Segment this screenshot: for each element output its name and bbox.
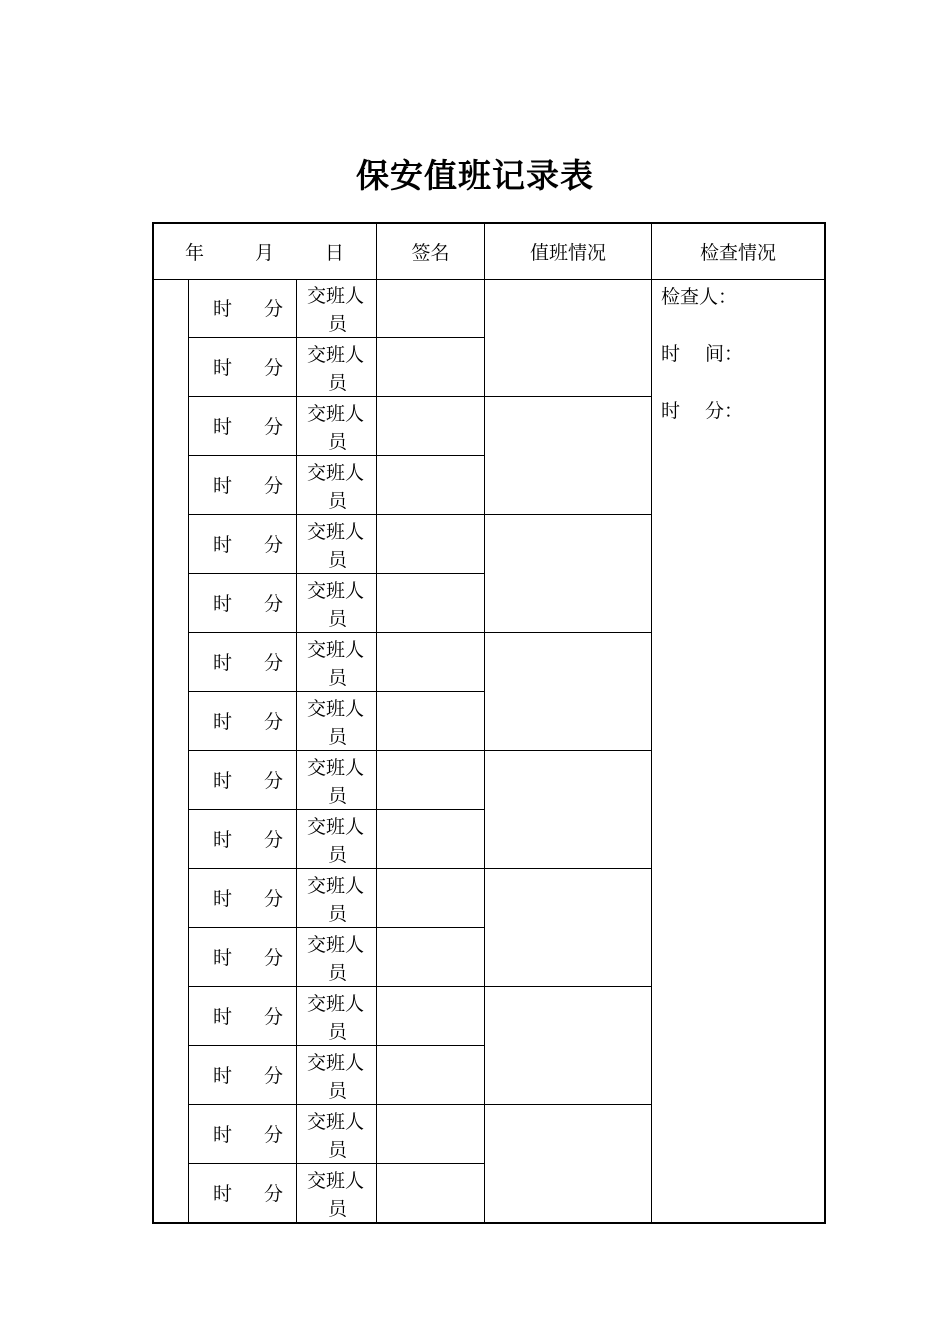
hour-label: 时	[213, 711, 233, 733]
duty-status-cell[interactable]	[485, 869, 651, 986]
minute-label: 分	[264, 475, 284, 497]
hour-label: 时	[213, 357, 233, 379]
signature-cell[interactable]	[377, 692, 484, 750]
hour-label: 时	[213, 652, 233, 674]
handover-label-line1: 交班人	[307, 934, 365, 956]
signature-cell[interactable]	[377, 810, 484, 868]
hour-label: 时	[213, 1065, 233, 1087]
duty-status-cell[interactable]	[485, 515, 651, 632]
signature-cell[interactable]	[377, 574, 484, 632]
handover-label-line1: 交班人	[307, 285, 365, 307]
signature-cell[interactable]	[377, 397, 484, 455]
page-title: 保安值班记录表	[356, 156, 594, 195]
duty-status-cell[interactable]	[485, 987, 651, 1104]
minute-label: 分	[264, 652, 284, 674]
signature-cell[interactable]	[377, 338, 484, 396]
minute-label: 分	[264, 1065, 284, 1087]
header-signature: 签名	[411, 242, 450, 264]
handover-label-line2: 员	[328, 726, 348, 748]
handover-label-line1: 交班人	[307, 462, 365, 484]
signature-cell[interactable]	[377, 1046, 484, 1104]
handover-label-line2: 员	[328, 1198, 348, 1220]
signature-cell[interactable]	[377, 1164, 484, 1222]
hour-label: 时	[213, 1183, 233, 1205]
minute-label: 分	[264, 770, 284, 792]
minute-label: 分	[264, 947, 284, 969]
signature-cell[interactable]	[377, 633, 484, 691]
handover-label-line2: 员	[328, 844, 348, 866]
signature-cell[interactable]	[377, 456, 484, 514]
handover-label-line2: 员	[328, 785, 348, 807]
hour-label: 时	[213, 770, 233, 792]
hour-label: 时	[213, 298, 233, 320]
handover-label-line1: 交班人	[307, 580, 365, 602]
signature-cell[interactable]	[377, 751, 484, 809]
duty-status-cell[interactable]	[485, 279, 651, 396]
minute-label: 分	[264, 357, 284, 379]
header-day: 日	[325, 242, 345, 264]
handover-label-line2: 员	[328, 431, 348, 453]
handover-label-line1: 交班人	[307, 521, 365, 543]
minute-label: 分	[264, 416, 284, 438]
minute-label: 分	[264, 1124, 284, 1146]
header-duty-status: 值班情况	[529, 242, 606, 264]
handover-label-line2: 员	[328, 667, 348, 689]
hour-label: 时	[213, 593, 233, 615]
signature-cell[interactable]	[377, 279, 484, 337]
duty-status-cell[interactable]	[485, 397, 651, 514]
inspection-hm-label: 时 分：	[661, 400, 744, 422]
handover-label-line2: 员	[328, 549, 348, 571]
header-month: 月	[255, 242, 275, 264]
table-right-border	[824, 222, 826, 1224]
duty-status-cell[interactable]	[485, 633, 651, 750]
col-divider-date	[188, 279, 189, 1224]
handover-label-line1: 交班人	[307, 757, 365, 779]
minute-label: 分	[264, 711, 284, 733]
table-top-border	[152, 222, 826, 224]
minute-label: 分	[264, 1006, 284, 1028]
handover-label-line2: 员	[328, 962, 348, 984]
handover-label-line2: 员	[328, 1021, 348, 1043]
handover-label-line1: 交班人	[307, 344, 365, 366]
minute-label: 分	[264, 593, 284, 615]
handover-label-line1: 交班人	[307, 875, 365, 897]
handover-label-line1: 交班人	[307, 698, 365, 720]
handover-label-line2: 员	[328, 313, 348, 335]
handover-label-line1: 交班人	[307, 1170, 365, 1192]
header-inspection-status: 检查情况	[699, 242, 776, 264]
handover-label-line1: 交班人	[307, 639, 365, 661]
handover-label-line2: 员	[328, 372, 348, 394]
hour-label: 时	[213, 1124, 233, 1146]
signature-cell[interactable]	[377, 1105, 484, 1163]
handover-label-line2: 员	[328, 1139, 348, 1161]
handover-label-line1: 交班人	[307, 1111, 365, 1133]
duty-status-cell[interactable]	[485, 751, 651, 868]
table-bottom-border	[152, 1222, 826, 1224]
hour-label: 时	[213, 829, 233, 851]
signature-cell[interactable]	[377, 928, 484, 986]
hour-label: 时	[213, 947, 233, 969]
inspection-time-label: 时 间：	[661, 343, 744, 365]
hour-label: 时	[213, 475, 233, 497]
handover-label-line2: 员	[328, 608, 348, 630]
table-left-border	[152, 222, 154, 1224]
inspector-label: 检查人：	[661, 286, 738, 308]
handover-label-line2: 员	[328, 490, 348, 512]
minute-label: 分	[264, 1183, 284, 1205]
hour-label: 时	[213, 1006, 233, 1028]
signature-cell[interactable]	[377, 987, 484, 1045]
col-divider-inspect	[651, 222, 652, 1224]
hour-label: 时	[213, 416, 233, 438]
handover-label-line1: 交班人	[307, 1052, 365, 1074]
handover-label-line1: 交班人	[307, 403, 365, 425]
header-year: 年	[185, 242, 205, 264]
signature-cell[interactable]	[377, 515, 484, 573]
minute-label: 分	[264, 298, 284, 320]
minute-label: 分	[264, 534, 284, 556]
duty-status-cell[interactable]	[485, 1105, 651, 1222]
signature-cell[interactable]	[377, 869, 484, 927]
handover-label-line2: 员	[328, 903, 348, 925]
handover-label-line1: 交班人	[307, 816, 365, 838]
handover-label-line1: 交班人	[307, 993, 365, 1015]
hour-label: 时	[213, 534, 233, 556]
minute-label: 分	[264, 829, 284, 851]
handover-label-line2: 员	[328, 1080, 348, 1102]
col-divider-time	[296, 279, 297, 1224]
minute-label: 分	[264, 888, 284, 910]
hour-label: 时	[213, 888, 233, 910]
